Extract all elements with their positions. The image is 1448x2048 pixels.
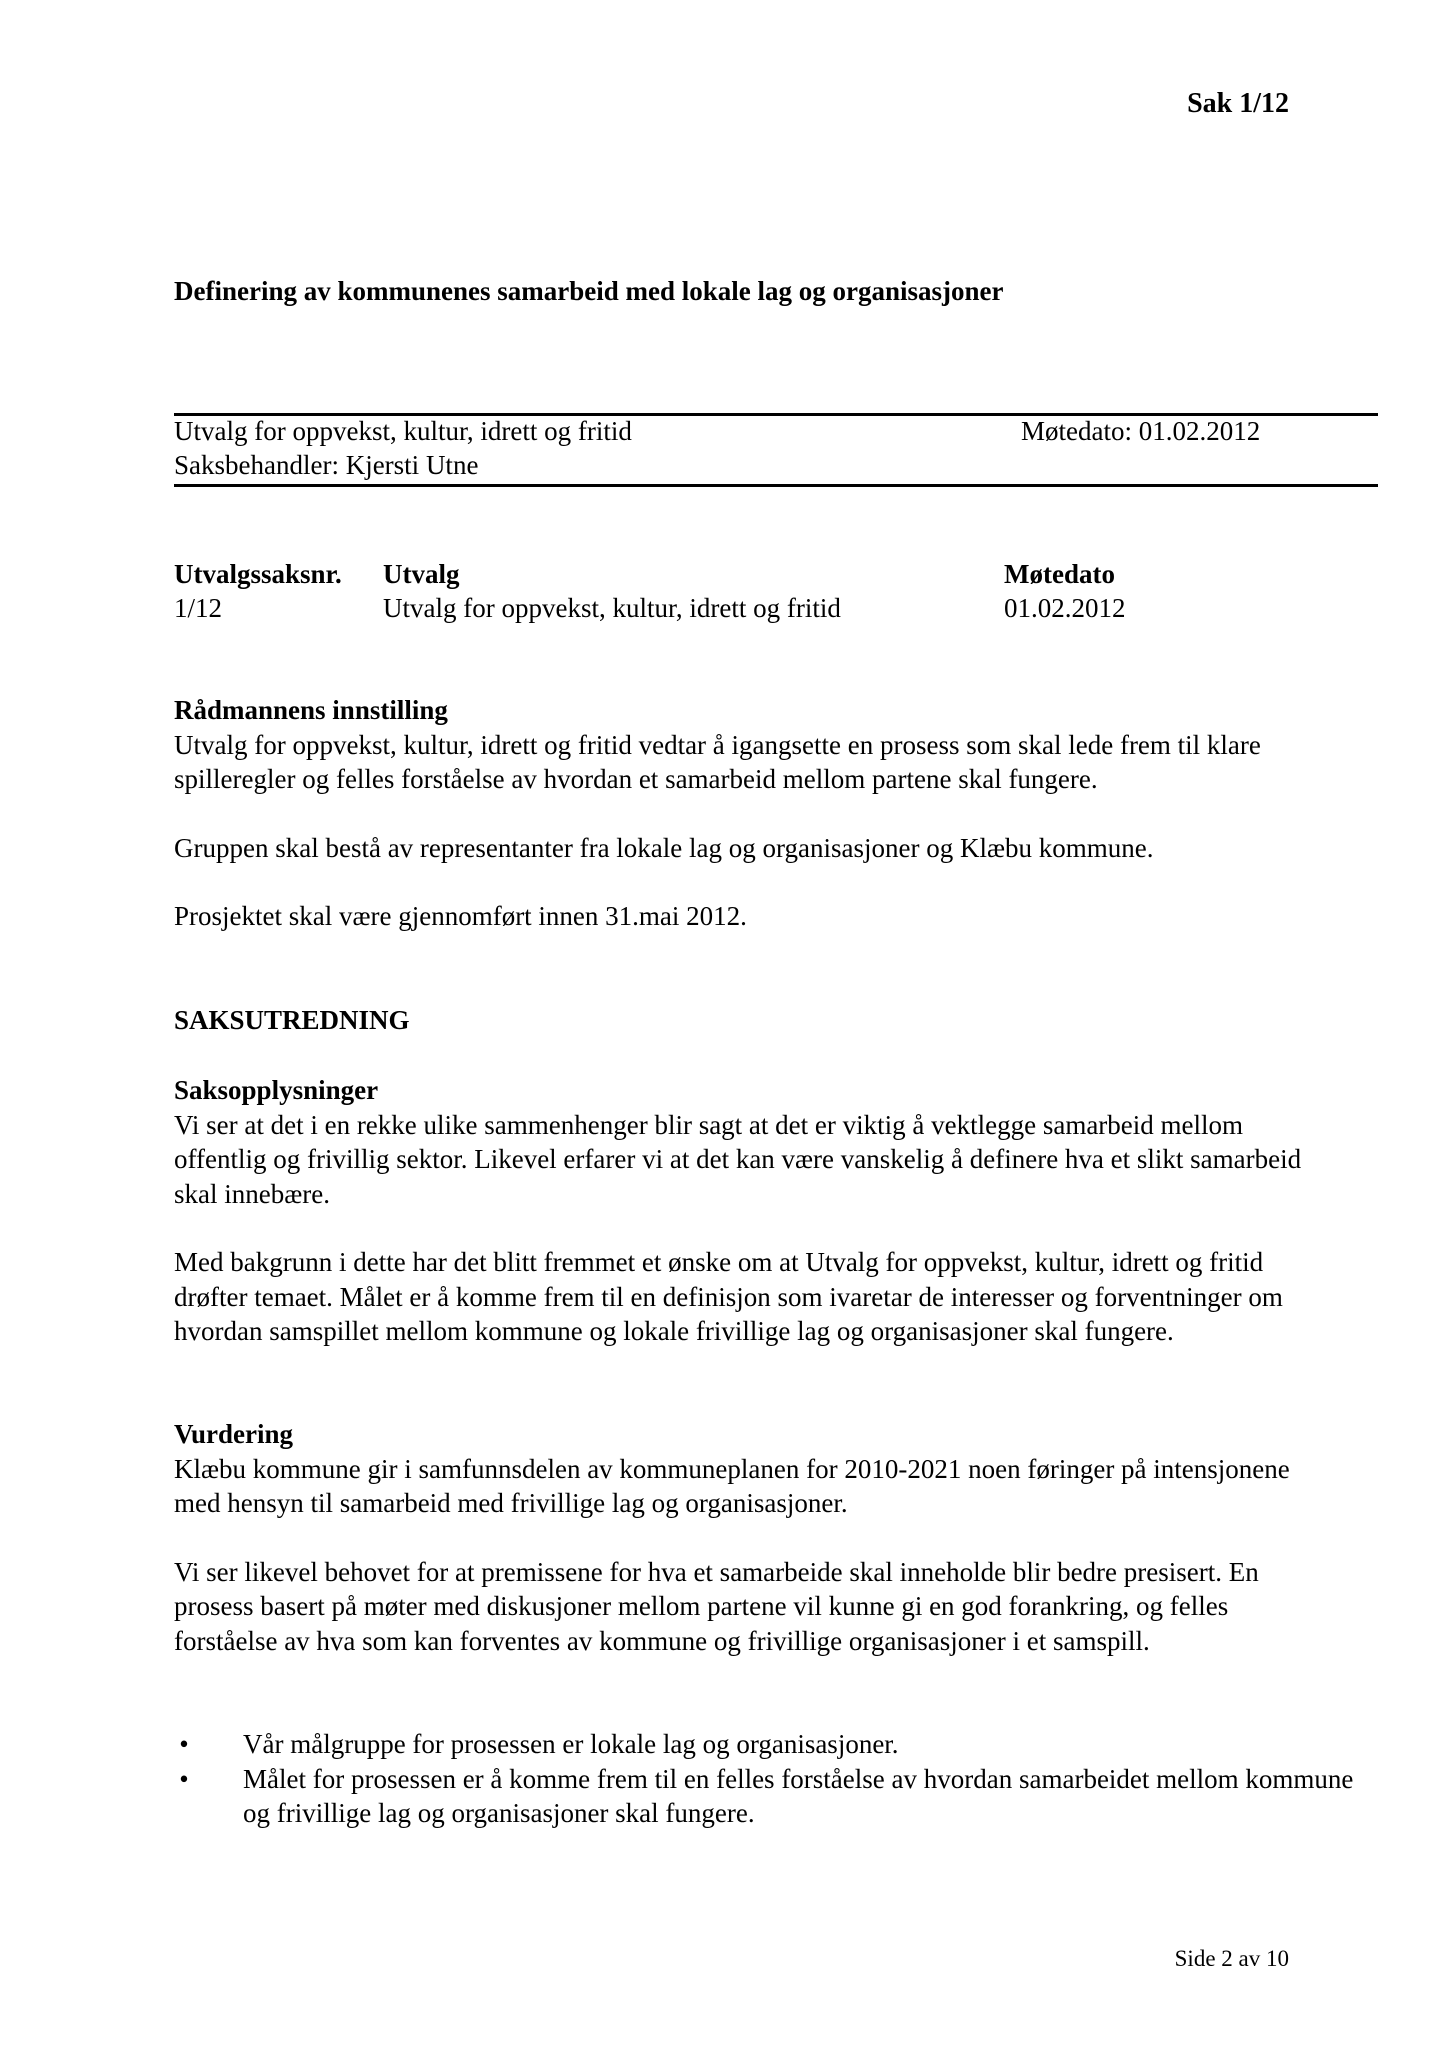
- saksopplysninger-paragraph-2: Med bakgrunn i dette har det blitt fremmet et ønske om at Utvalg for oppvekst, kultur, idrett og fritid drøfter temaet. Målet er å komme frem til en definisjon som ivaretar de interesser og forventninger om hvordan samspillet mellom kommune og lokale frivillige lag og organisasjoner skal fungere.: [174, 1247, 1283, 1346]
- saksutredning-heading: SAKSUTREDNING: [174, 1005, 410, 1035]
- vurdering-paragraph-1: Klæbu kommune gir i samfunnsdelen av kommuneplanen for 2010-2021 noen føringer på intensjonene med hensyn til samarbeid med frivillige lag og organisasjoner.: [174, 1453, 1290, 1518]
- col-header-case-no: Utvalgssaksnr.: [174, 559, 342, 589]
- cell-meeting-date: 01.02.2012: [1004, 593, 1126, 623]
- bullet-icon: •: [179, 1763, 189, 1794]
- recommendation-heading: Rådmannens innstilling: [174, 695, 448, 725]
- meeting-date: Møtedato: 01.02.2012: [1021, 416, 1261, 446]
- saksopplysninger-section: [174, 1073, 1314, 1349]
- committee-name: Utvalg for oppvekst, kultur, idrett og fritid: [174, 416, 632, 446]
- recommendation-paragraph-2: Gruppen skal bestå av representanter fra lokale lag og organisasjoner og Klæbu kommune.: [174, 832, 1154, 863]
- bullet-text: Vår målgruppe for prosessen er lokale lag og organisasjoner.: [243, 1729, 899, 1759]
- col-header-meeting-date: Møtedato: [1004, 559, 1115, 589]
- vurdering-paragraph-2: Vi ser likevel behovet for at premissene for hva et samarbeide skal inneholde blir bedre presisert. En prosess basert på møter med diskusjoner mellom partene vil kunne gi en god forankring, og felles forståelse av hva som kan forventes av kommune og frivillige organisasjoner i et samspill.: [174, 1556, 1259, 1656]
- bottom-rule: [174, 484, 1378, 487]
- vurdering-section: [174, 1417, 1314, 1658]
- list-item: [174, 1762, 1354, 1831]
- recommendation-section: [174, 693, 1314, 934]
- recommendation-paragraph-3: Prosjektet skal være gjennomført innen 31.mai 2012.: [174, 901, 747, 931]
- list-item: [174, 1727, 1354, 1762]
- bullet-icon: •: [179, 1729, 189, 1759]
- document-title: Definering av kommunenes samarbeid med lokale lag og organisasjoner: [174, 276, 1004, 306]
- vurdering-heading: Vurdering: [174, 1419, 294, 1449]
- cell-committee: Utvalg for oppvekst, kultur, idrett og fritid: [383, 593, 841, 623]
- case-officer: Saksbehandler: Kjersti Utne: [174, 450, 479, 480]
- bullet-text: Målet for prosessen er å komme frem til en felles forståelse av hvordan samarbeidet mellom kommune og frivillige lag og organisasjoner skal fungere.: [243, 1763, 1354, 1828]
- col-header-committee: Utvalg: [383, 559, 460, 589]
- cell-case-no: 1/12: [174, 593, 223, 623]
- page-number: Side 2 av 10: [1174, 1946, 1289, 1971]
- vurdering-bullet-list: [174, 1727, 1354, 1831]
- saksopplysninger-heading: Saksopplysninger: [174, 1075, 379, 1105]
- case-number: Sak 1/12: [1187, 88, 1289, 119]
- saksopplysninger-paragraph-1: Vi ser at det i en rekke ulike sammenhenger blir sagt at det er viktig å vektlegge samarbeid mellom offentlig og frivillig sektor. Likevel erfarer vi at det kan være vanskelig å definere hva et slikt samarbeid skal innebære.: [174, 1109, 1302, 1209]
- recommendation-paragraph-1: Utvalg for oppvekst, kultur, idrett og fritid vedtar å igangsette en prosess som skal lede frem til klare spilleregler og felles forståelse av hvordan et samarbeid mellom partene skal fungere.: [174, 729, 1261, 794]
